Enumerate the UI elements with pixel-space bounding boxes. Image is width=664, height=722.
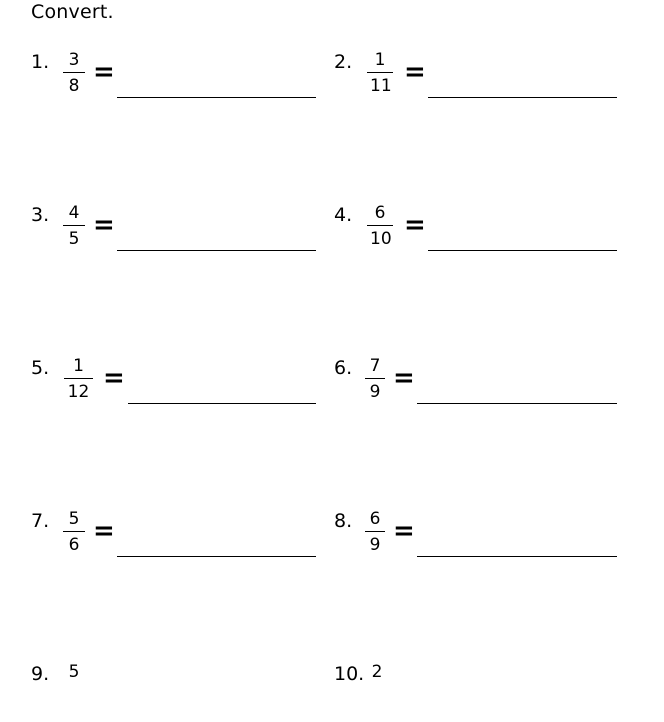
fraction-denominator: 6: [68, 535, 80, 555]
problem-number: 9.: [31, 663, 50, 685]
fraction-denominator: 11: [370, 76, 392, 96]
fraction: [63, 662, 85, 684]
problem-5: [31, 356, 321, 416]
fraction: [367, 203, 393, 249]
answer-blank[interactable]: [417, 556, 617, 557]
fraction-numerator: 1: [73, 356, 84, 376]
fraction: [63, 50, 85, 96]
fraction-denominator: 8: [68, 76, 80, 96]
problem-6: [334, 356, 624, 416]
fraction: [367, 50, 393, 96]
problem-8: [334, 509, 624, 569]
fraction-numerator: 6: [369, 509, 381, 529]
answer-blank[interactable]: [428, 250, 617, 251]
problem-number: 8.: [334, 510, 353, 532]
fraction-denominator: 10: [370, 229, 392, 249]
fraction-denominator: 5: [68, 229, 80, 249]
answer-blank[interactable]: [417, 403, 617, 404]
equals-sign: =: [393, 363, 415, 393]
fraction-numerator: 3: [68, 50, 80, 70]
problem-4: [334, 203, 624, 263]
equals-sign: =: [404, 210, 426, 240]
problem-number: 3.: [31, 204, 50, 226]
problem-number: 6.: [334, 357, 353, 379]
problem-number: 4.: [334, 204, 353, 226]
problem-number: 7.: [31, 510, 50, 532]
fraction-numerator: 7: [369, 356, 381, 376]
fraction-numerator: 1: [374, 50, 386, 70]
fraction-numerator: 5: [68, 662, 80, 682]
fraction: [64, 356, 93, 402]
equals-sign: =: [404, 57, 426, 87]
problem-9: [31, 662, 321, 722]
answer-blank[interactable]: [117, 250, 316, 251]
problem-1: [31, 50, 321, 110]
fraction-denominator: 9: [369, 382, 381, 402]
fraction-numerator: 2: [371, 662, 383, 682]
equals-sign: =: [93, 210, 115, 240]
fraction: [365, 356, 385, 402]
problem-number: 1.: [31, 51, 50, 73]
fraction: [367, 662, 387, 684]
fraction-denominator: 12: [67, 382, 90, 402]
answer-blank[interactable]: [117, 97, 316, 98]
answer-blank[interactable]: [428, 97, 617, 98]
equals-sign: =: [103, 363, 125, 393]
fraction-numerator: 5: [68, 509, 80, 529]
problem-number: 10.: [334, 663, 365, 685]
answer-blank[interactable]: [128, 403, 316, 404]
problem-7: [31, 509, 321, 569]
problem-number: 2.: [334, 51, 353, 73]
equals-sign: =: [93, 516, 115, 546]
fraction-denominator: 9: [369, 535, 381, 555]
problem-2: [334, 50, 624, 110]
fraction: [63, 509, 85, 555]
equals-sign: =: [393, 516, 415, 546]
problem-3: [31, 203, 321, 263]
answer-blank[interactable]: [117, 556, 316, 557]
instruction-text: Convert.: [31, 1, 114, 23]
fraction: [365, 509, 385, 555]
problem-10: [334, 662, 624, 722]
fraction-numerator: 6: [374, 203, 386, 223]
problem-number: 5.: [31, 357, 50, 379]
fraction: [63, 203, 85, 249]
fraction-numerator: 4: [68, 203, 80, 223]
equals-sign: =: [93, 57, 115, 87]
